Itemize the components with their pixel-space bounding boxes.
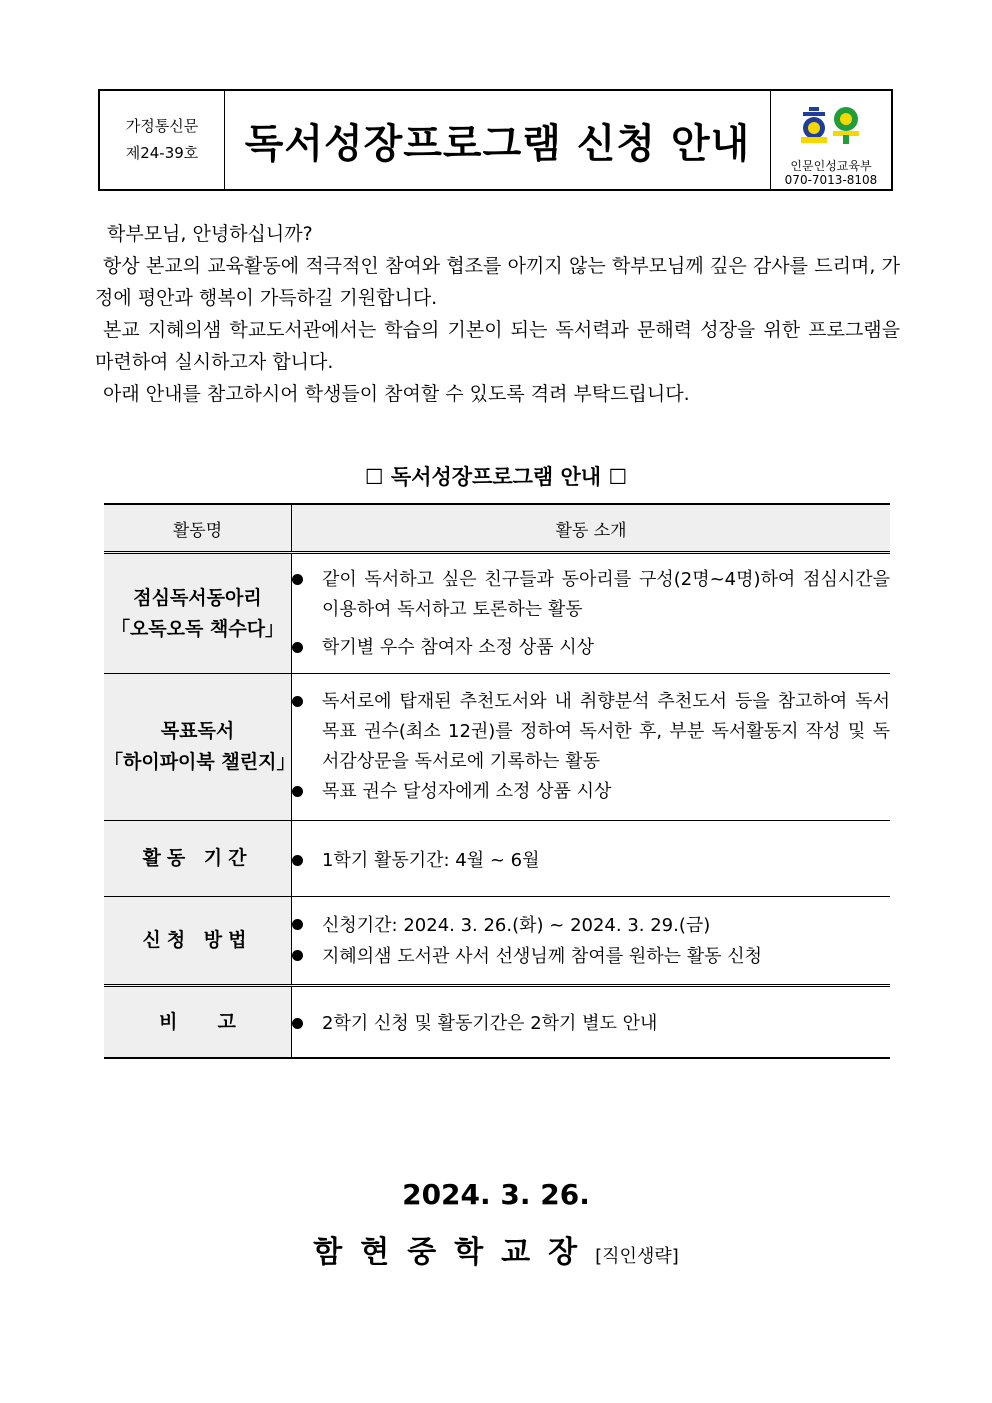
intro-text	[95, 218, 900, 410]
school-logo-icon	[801, 105, 865, 145]
row-label	[104, 821, 292, 897]
doc-number: 제24-39호	[125, 144, 199, 162]
row-content	[292, 674, 891, 821]
row-content	[292, 821, 891, 897]
issue-date: 2024. 3. 26.	[402, 1178, 590, 1211]
row-label	[104, 897, 292, 986]
bullet-item	[292, 846, 890, 872]
department-info	[770, 91, 891, 189]
bullet-item	[292, 1009, 890, 1035]
table-header-row	[104, 504, 890, 553]
greeting: 학부모님, 안녕하십니까?	[107, 223, 313, 245]
row-label-line: 「오독오독 책수다」	[110, 617, 285, 640]
bullet-item	[292, 941, 890, 972]
program-table	[104, 503, 890, 1059]
bullet-text: 지혜의샘 도서관 사서 선생님께 참여를 원하는 활동 신청	[322, 945, 762, 967]
table-row	[104, 553, 890, 674]
bullet-text: 1학기 활동기간: 4월 ~ 6월	[322, 849, 540, 871]
row-content	[292, 553, 891, 674]
principal-name: 함현중학교장	[313, 1235, 596, 1270]
department-name: 인문인성교육부	[790, 159, 872, 173]
section-title-text: 독서성장프로그램 안내	[390, 465, 602, 489]
bullet-item	[292, 565, 890, 625]
row-label-text: 비고	[159, 1010, 276, 1033]
row-label	[104, 553, 292, 674]
row-label-line: 점심독서동아리	[133, 586, 262, 609]
table-row	[104, 821, 890, 897]
bullet-text: 목표 권수 달성자에게 소정 상품 시상	[322, 781, 612, 802]
checkbox-icon: ☐	[608, 465, 628, 489]
table-row	[104, 897, 890, 986]
doc-info	[100, 91, 225, 189]
column-header-activity-name: 활동명	[104, 504, 292, 553]
bullet-text: 같이 독서하고 싶은 친구들과 동아리를 구성(2명~4명)하여 점심시간을 이용하여 독서하고 토론하는 활동	[322, 568, 890, 620]
bullet-item	[292, 777, 890, 807]
row-label-text: 활동 기간	[142, 847, 253, 869]
page-title: 독서성장프로그램 신청 안내	[244, 120, 751, 167]
bullet-text: 신청기간: 2024. 3. 26.(화) ~ 2024. 3. 29.(금)	[322, 914, 711, 936]
bullet-text: 독서로에 탑재된 추천도서와 내 취향분석 추천도서 등을 참고하여 독서 목표 권수(최소 12권)를 정하여 독서한 후, 부분 독서활동지 작성 및 독서감상문을 독서로에 기록하는 활동	[322, 691, 890, 772]
bullet-item	[292, 633, 890, 663]
intro-paragraph-1: 항상 본교의 교육활동에 적극적인 참여와 협조를 아끼지 않는 학부모님께 깊은 감사를 드리며, 가정에 평안과 행복이 가득하길 기원합니다.	[95, 255, 900, 309]
column-header-activity-description: 활동 소개	[292, 504, 891, 553]
doc-type: 가정통신문	[125, 117, 199, 135]
bullet-text: 2학기 신청 및 활동기간은 2학기 별도 안내	[322, 1013, 658, 1034]
row-content	[292, 986, 891, 1059]
row-label-line: 목표독서	[160, 720, 235, 742]
checkbox-icon: ☐	[364, 465, 384, 489]
intro-paragraph-3: 아래 안내를 참고하시어 학생들이 참여할 수 있도록 격려 부탁드립니다.	[103, 383, 690, 405]
intro-paragraph-2: 본교 지혜의샘 학교도서관에서는 학습의 기본이 되는 독서력과 문해력 성장을 위한 프로그램을 마련하여 실시하고자 합니다.	[95, 319, 900, 373]
bullet-item	[292, 687, 890, 777]
table-row	[104, 674, 890, 821]
row-content	[292, 897, 891, 986]
row-label-line: 「하이파이북 챌린지」	[104, 751, 296, 773]
section-title	[0, 461, 992, 491]
row-label-text: 신청 방법	[142, 929, 253, 951]
bullet-text: 학기별 우수 참여자 소정 상품 시상	[322, 636, 595, 658]
row-label	[104, 674, 296, 821]
bullet-item	[292, 910, 890, 941]
row-label	[104, 986, 292, 1059]
seal-note: [직인생략]	[595, 1246, 679, 1267]
document-header	[98, 89, 893, 191]
table-row	[104, 986, 890, 1059]
department-phone: 070-7013-8108	[784, 173, 878, 187]
principal-signature	[0, 1227, 992, 1271]
